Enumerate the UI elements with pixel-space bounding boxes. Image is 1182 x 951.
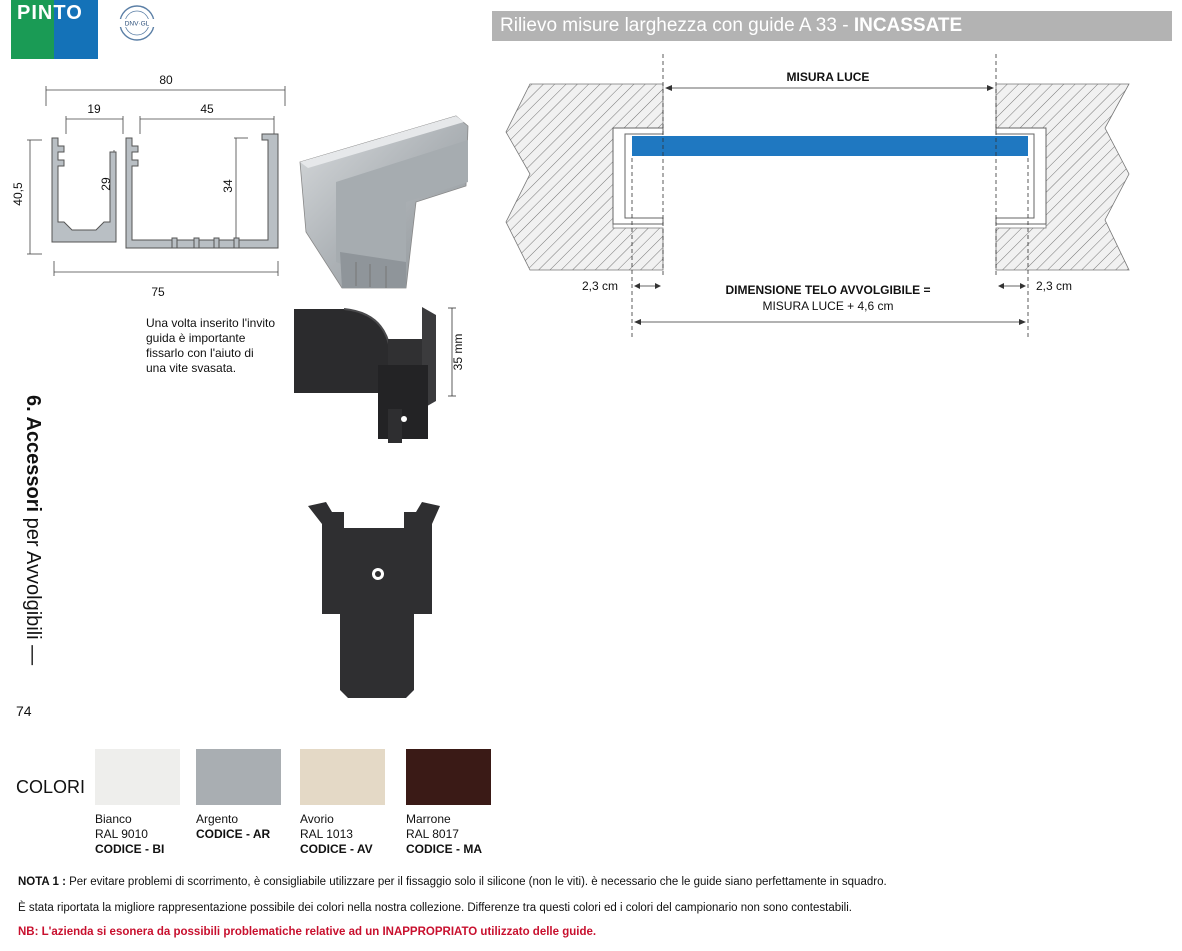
certification-seal-icon: [113, 4, 161, 42]
nota-1: [18, 876, 887, 888]
nota-label: NOTA 1 :: [18, 876, 66, 888]
guide-rail-photo: [296, 112, 471, 290]
dim-right-width: 45: [200, 102, 214, 116]
swatch-avorio-label: [300, 812, 373, 857]
dim-total-width: 80: [159, 73, 173, 87]
page-number: 74: [16, 703, 32, 719]
logo-text: PINTO: [17, 2, 83, 24]
measurement-diagram: [500, 48, 1180, 348]
warning-note: NB: L'azienda si esonera da possibili problematiche relative ad un INAPPROPRIATO utilizzato delle guide.: [18, 926, 597, 938]
brand-logo: [11, 0, 98, 59]
swatch-argento-label: [196, 812, 270, 842]
colors-label: COLORI: [16, 777, 86, 797]
cap-height-dimension: [446, 306, 466, 398]
color-name: Bianco: [95, 812, 132, 826]
swatch-marrone-label: [406, 812, 482, 857]
right-offset-label: 2,3 cm: [1036, 279, 1073, 293]
header-title-bold: INCASSATE: [853, 15, 963, 36]
cap-height-label: 35 mm: [451, 333, 465, 371]
swatch-bianco-label: [95, 812, 164, 857]
header-title: Rilievo misure larghezza con guide A 33 -: [500, 15, 854, 36]
color-ral: RAL 8017: [406, 827, 459, 841]
swatch-bianco: [95, 749, 180, 805]
section-title: [8, 395, 48, 695]
color-ral: RAL 1013: [300, 827, 353, 841]
swatch-avorio: [300, 749, 385, 805]
color-code: CODICE - MA: [406, 842, 482, 856]
roller-shutter-panel: [632, 136, 1028, 156]
end-cap-side-photo: [292, 305, 442, 447]
dim-inner-right: 34: [221, 179, 235, 193]
swatch-argento: [196, 749, 281, 805]
cert-label: DNV·GL: [124, 20, 150, 28]
dim-height: 40,5: [11, 182, 25, 206]
dimension-formula: MISURA LUCE + 4,6 cm: [762, 299, 894, 313]
guide-profile-drawing: [8, 66, 293, 306]
color-code: CODICE - AV: [300, 842, 373, 856]
color-code: CODICE - AR: [196, 827, 271, 841]
misura-luce-label: MISURA LUCE: [786, 70, 870, 84]
section-title-bold: 6. Accessori: [22, 395, 44, 513]
color-code: CODICE - BI: [95, 842, 165, 856]
color-name: Argento: [196, 812, 239, 826]
dim-inner-left: 29: [99, 177, 113, 191]
color-name: Marrone: [406, 812, 451, 826]
dim-left-width: 19: [87, 102, 101, 116]
nota-text: Per evitare problemi di scorrimento, è consigliabile utilizzare per il fissaggio solo il silicone (non le viti). è necessario che le guide siano perfettamente in squadro.: [65, 876, 887, 888]
section-header: [492, 11, 1172, 41]
color-name: Avorio: [300, 812, 334, 826]
dim-bottom-width: 75: [151, 285, 165, 299]
color-ral: RAL 9010: [95, 827, 148, 841]
dimension-title: DIMENSIONE TELO AVVOLGIBILE =: [725, 283, 931, 297]
install-note: Una volta inserito l'invito guida è importante fissarlo con l'aiuto di una vite svasata.: [146, 316, 276, 375]
end-cap-front-photo: [302, 496, 444, 701]
swatch-marrone: [406, 749, 491, 805]
left-offset-label: 2,3 cm: [582, 279, 619, 293]
colors-disclaimer: È stata riportata la migliore rappresentazione possibile dei colori nella nostra collezione. Differenze tra questi colori ed i colori del campionario non sono contestabili.: [18, 902, 852, 914]
section-title-rest: per Avvolgibili —: [22, 512, 44, 666]
